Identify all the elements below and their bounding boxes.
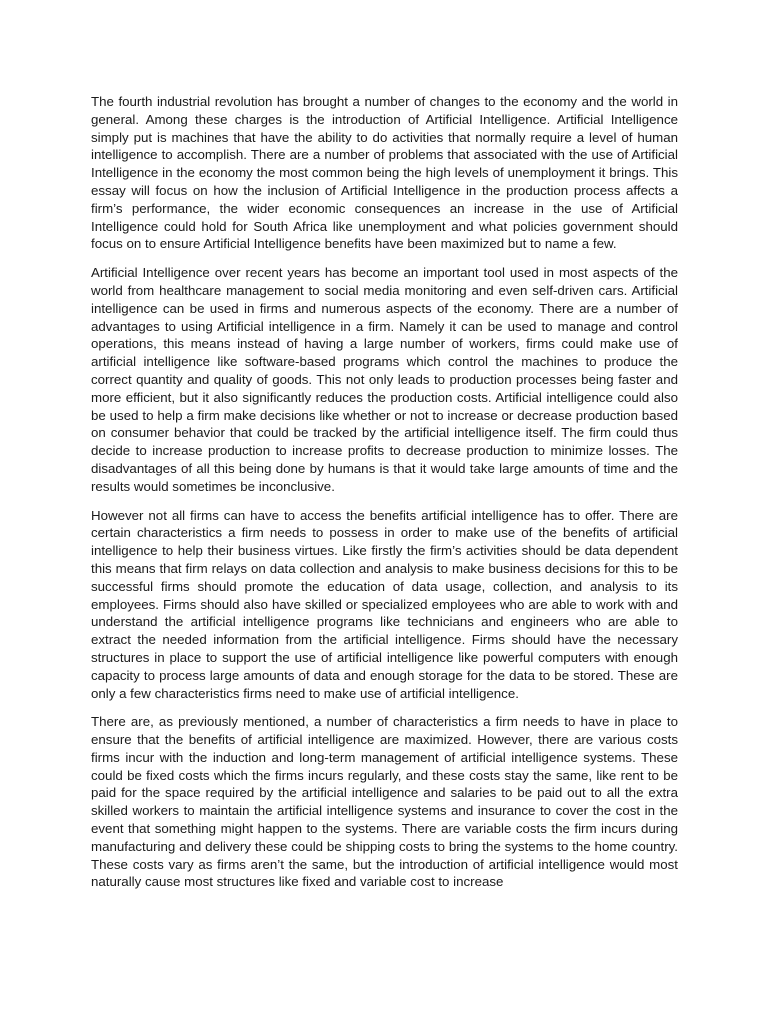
essay-body — [91, 93, 678, 902]
paragraph-introduction: The fourth industrial revolution has brought a number of changes to the economy and the world in general. Among these charges is the introduction of Artificial Intelligence. Artificial Intelligence simply put is machines that have the ability to do activities that normally require a level of human intelligence to accomplish. There are a number of problems that associated with the use of Artificial Intelligence in the economy the most common being the high levels of unemployment it brings. This essay will focus on how the inclusion of Artificial Intelligence in the production process affects a firm’s performance, the wider economic consequences an increase in the use of Artificial Intelligence could hold for South Africa like unemployment and what policies government should focus on to ensure Artificial Intelligence benefits have been maximized but to name a few. — [91, 94, 678, 252]
paragraph-firm-characteristics: However not all firms can have to access the benefits artificial intelligence has to offer. There are certain characteristics a firm needs to possess in order to make use of the benefits of artificial intelligence to help their business virtues. Like firstly the firm’s activities should be data dependent this means that firm relays on data collection and analysis to make business decisions for this to be successful firms should promote the education of data usage, collection, and analysis to its employees. Firms should also have skilled or specialized employees who are able to work with and understand the artificial intelligence programs like technicians and engineers who are able to extract the needed information from the artificial intelligence. Firms should have the necessary structures in place to support the use of artificial intelligence like powerful computers with enough capacity to process large amounts of data and enough storage for the data to be stored. These are only a few characteristics firms need to make use of artificial intelligence. — [91, 507, 678, 701]
paragraph-ai-costs: There are, as previously mentioned, a number of characteristics a firm needs to have in place to ensure that the benefits of artificial intelligence are maximized. However, there are various costs firms incur with the induction and long-term management of artificial intelligence systems. These could be fixed costs which the firms incurs regularly, and these costs stay the same, like rent to be paid for the space required by the artificial intelligence and salaries to be paid out to all the extra skilled workers to maintain the artificial intelligence systems and insurance to cover the cost in the event that something might happen to the systems. There are variable costs the firm incurs during manufacturing and delivery these could be shipping costs to bring the systems to the home country. These costs vary as firms aren’t the same, but the introduction of artificial intelligence would most naturally cause most structures like fixed and variable cost to increase — [91, 714, 678, 890]
paragraph-ai-uses-in-firms: Artificial Intelligence over recent years has become an important tool used in most aspects of the world from healthcare management to social media monitoring and even self-driven cars. Artificial intelligence can be used in firms and numerous aspects of the economy. There are a number of advantages to using Artificial intelligence in a firm. Namely it can be used to manage and control operations, this means instead of having a large number of workers, firms could make use of artificial intelligence like software-based programs which control the machines to produce the correct quantity and quality of goods. This not only leads to production processes being faster and more efficient, but it also significantly reduces the production costs. Artificial intelligence could also be used to help a firm make decisions like whether or not to increase or decrease production based on consumer behavior that could be tracked by the artificial intelligence itself. The firm could thus decide to increase production to increase profits to decrease production to minimize losses. The disadvantages of all this being done by humans is that it would take large amounts of time and the results would sometimes be inconclusive. — [91, 265, 678, 494]
